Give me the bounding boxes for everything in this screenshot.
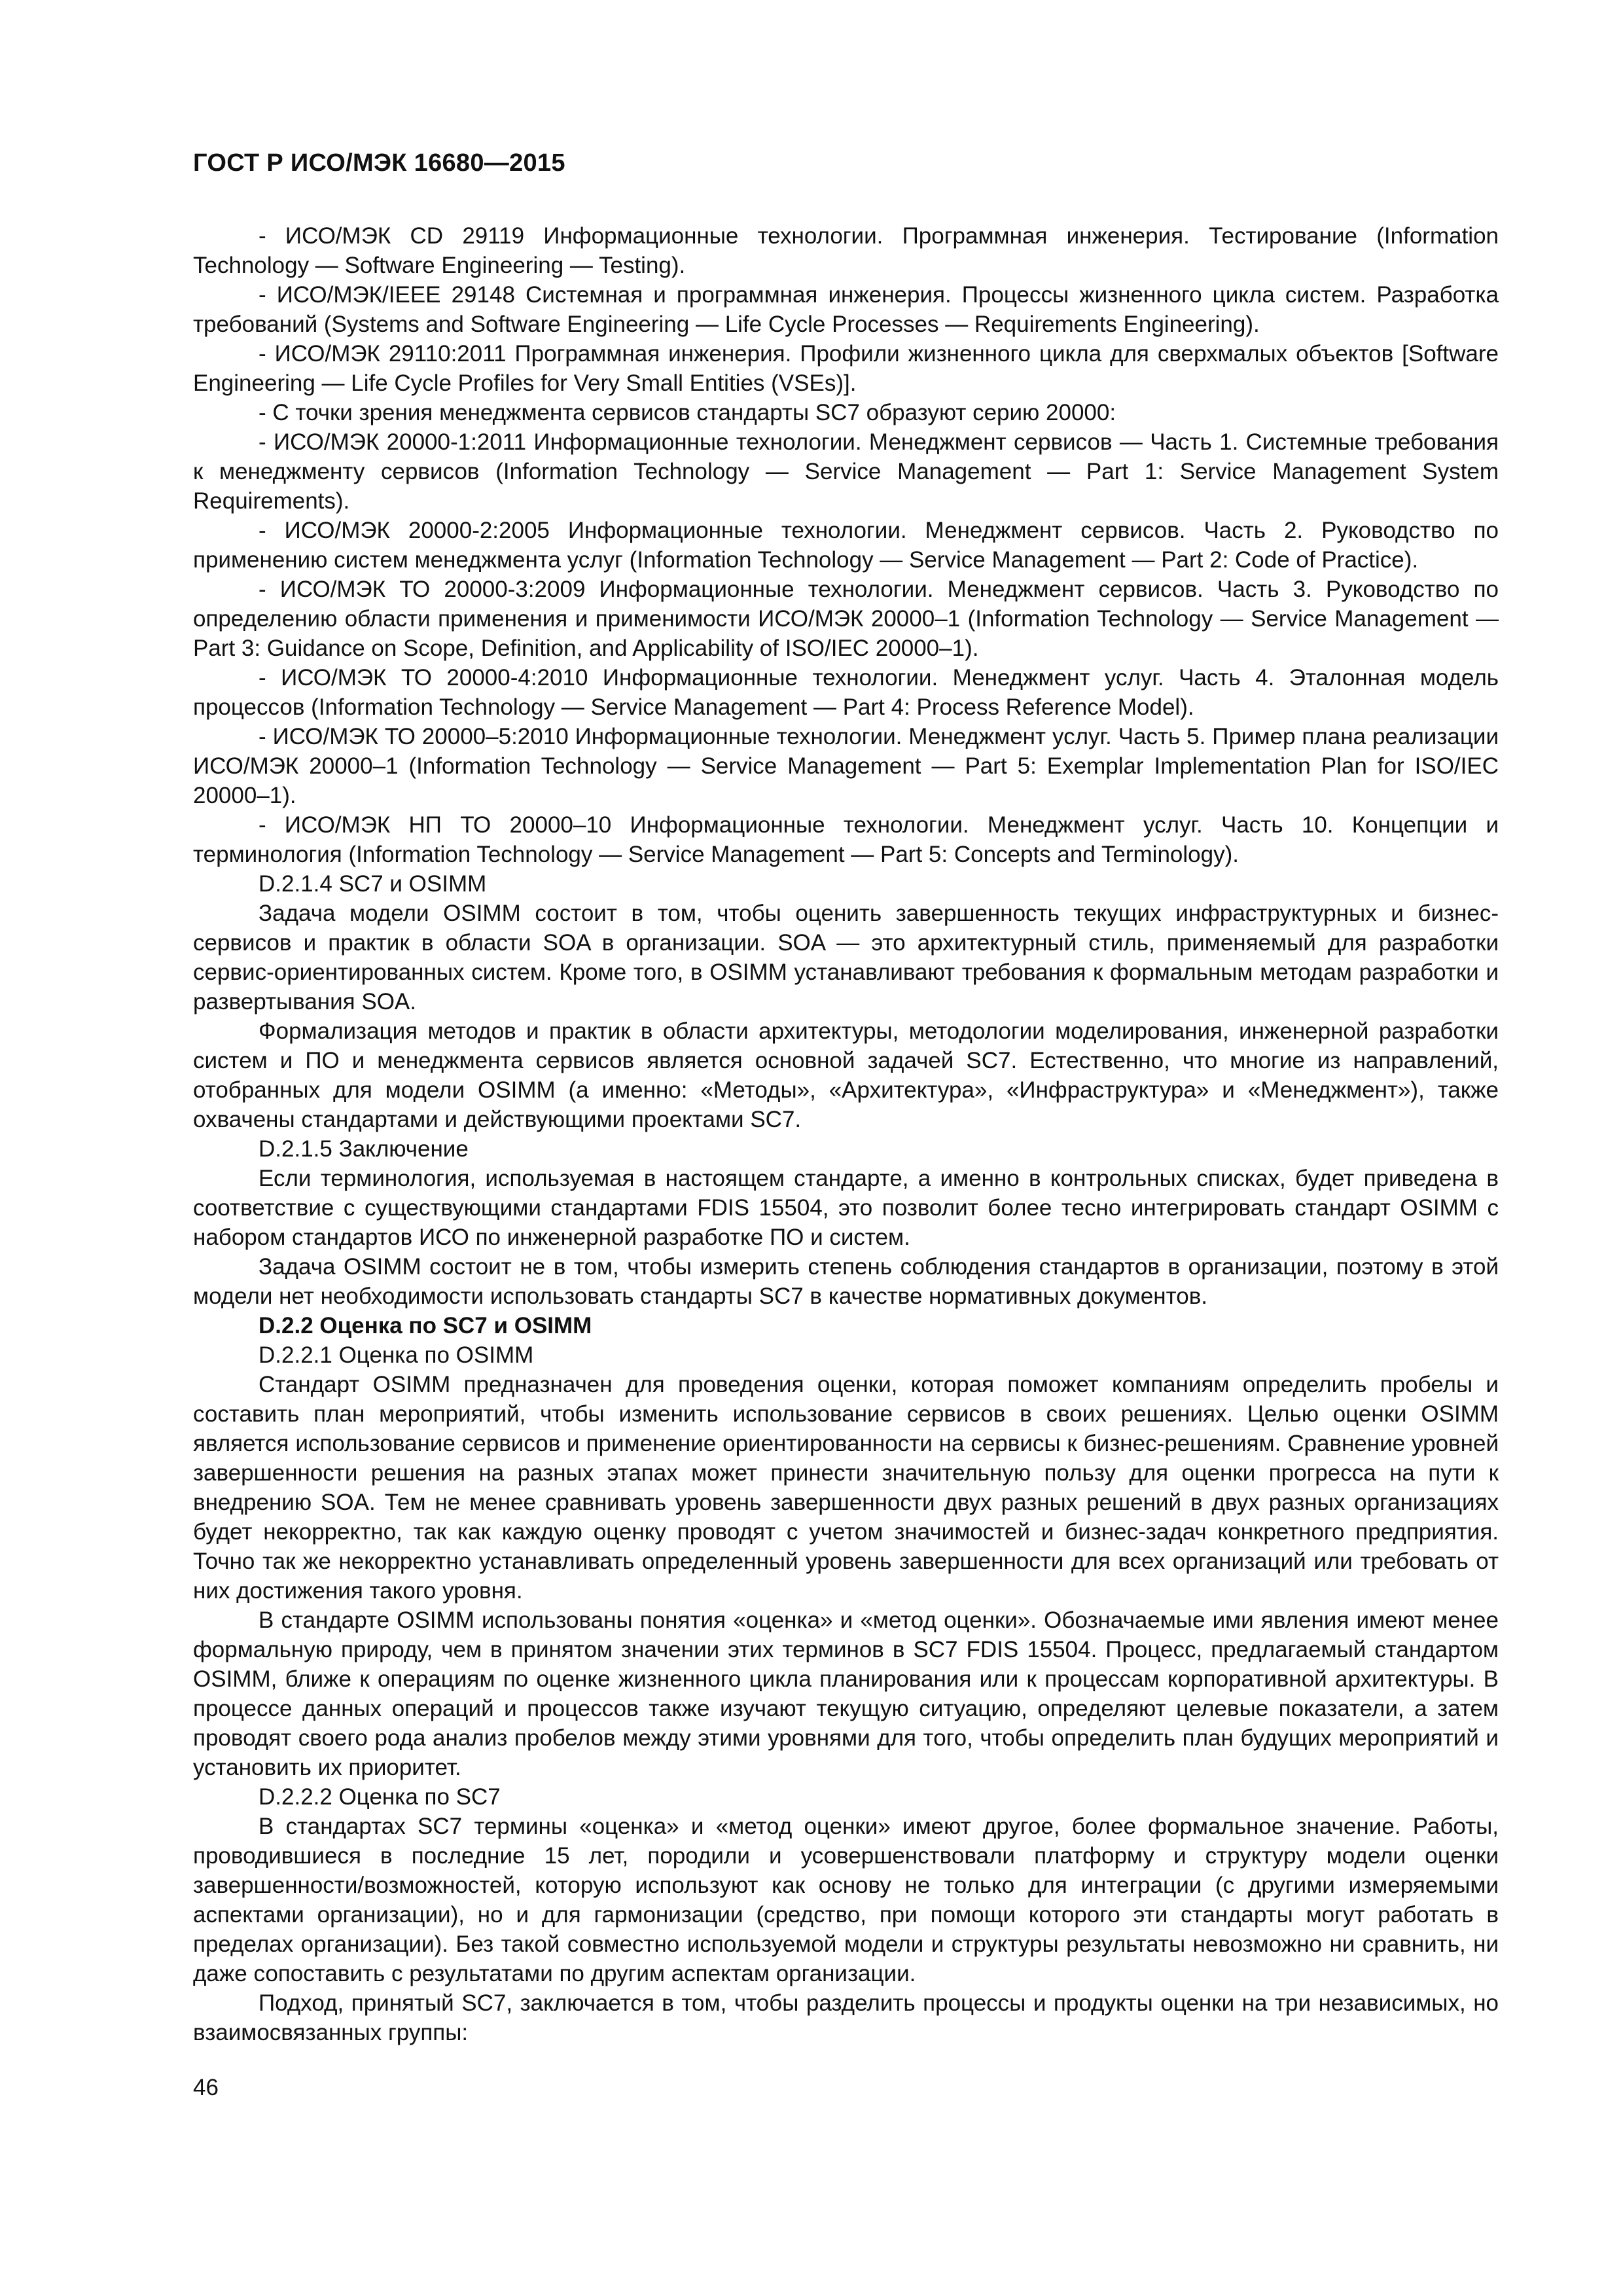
document-header-title: ГОСТ Р ИСО/МЭК 16680—2015 [193,149,565,177]
paragraph-8: - ИСО/МЭК ТО 20000-4:2010 Информационные технологии. Менеджмент услуг. Часть 4. Эталонная модель процессов (Information Technology — Service Management — Part 4: Process Reference Model). [193,665,1499,720]
paragraph-11: Задача модели OSIMM состоит в том, чтобы оценить завершенность текущих инфраструктурных и бизнес-сервисов и практик в области SOA в организации. SOA — это архитектурный стиль, применяемый для разработки сервис-ориентированных систем. Кроме того, в OSIMM устанавливают требования к формальным методам разработки и развертывания SOA. [193,901,1499,1014]
paragraph-6: - ИСО/МЭК 20000-2:2005 Информационные технологии. Менеджмент сервисов. Часть 2. Руководство по применению систем менеджмента услуг (Information Technology — Service Management — Part 2: Code of Practice). [193,518,1499,573]
paragraph-10: - ИСО/МЭК НП ТО 20000–10 Информационные технологии. Менеджмент услуг. Часть 10. Концепции и терминология (Information Technology — Service Management — Part 5: Concepts and Terminology). [193,812,1499,867]
paragraph-14: Задача OSIMM состоит не в том, чтобы измерить степень соблюдения стандартов в организации, поэтому в этой модели нет необходимости использовать стандарты SC7 в качестве нормативных документов. [193,1254,1499,1309]
paragraph-17: В стандартах SC7 термины «оценка» и «метод оценки» имеют другое, более формальное значение. Работы, проводившиеся в последние 15 лет, породили и усовершенствовали платформу и структуру модели оценки завершенности/возможностей, которую используют как основу не только для интеграции (с другими измеряемыми аспектами организации), но и для гармонизации (средство, при помощи которого эти стандарты могут работать в пределах организации). Без такой совместно используемой модели и структуры результаты невозможно ни сравнить, ни даже сопоставить с результатами по другим аспектам организации. [193,1814,1499,1986]
page-number: 46 [193,2075,219,2100]
section-heading-d2-2-1: D.2.2.1 Оценка по OSIMM [259,1342,534,1368]
paragraph-9: - ИСО/МЭК ТО 20000–5:2010 Информационные технологии. Менеджмент услуг. Часть 5. Пример плана реализации ИСО/МЭК 20000–1 (Information Technology — Service Management — Part 5: Exemplar Implementation Plan for ISO/IEC 20000–1). [193,724,1499,808]
paragraph-16: В стандарте OSIMM использованы понятия «оценка» и «метод оценки». Обозначаемые ими явления имеют менее формальную природу, чем в принятом значении этих терминов в SC7 FDIS 15504. Процесс, предлагаемый стандартом OSIMM, ближе к операциям по оценке жизненного цикла планирования или к процессам корпоративной архитектуры. В процессе данных операций и процессов также изучают текущую ситуацию, определяют целевые показатели, а затем проводят своего рода анализ пробелов между этими уровнями для того, чтобы определить план будущих мероприятий и установить их приоритет. [193,1607,1499,1780]
paragraph-3: - ИСО/МЭК 29110:2011 Программная инженерия. Профили жизненного цикла для сверхмалых объектов [Software Engineering — Life Cycle Profiles for Very Small Entities (VSEs)]. [193,341,1499,396]
paragraph-7: - ИСО/МЭК ТО 20000-3:2009 Информационные технологии. Менеджмент сервисов. Часть 3. Руководство по определению области применения и применимости ИСО/МЭК 20000–1 (Information Technology — Service Management — Part 3: Guidance on Scope, Definition, and Applicability of ISO/IEC 20000–1). [193,577,1499,661]
section-heading-d2-1-5: D.2.1.5 Заключение [259,1136,469,1162]
section-heading-d2-1-4: D.2.1.4 SC7 и OSIMM [259,871,487,897]
document-body [193,221,1499,2047]
section-heading-d2-2: D.2.2 Оценка по SC7 и OSIMM [259,1313,592,1338]
paragraph-2: - ИСО/МЭК/IEEE 29148 Системная и программная инженерия. Процессы жизненного цикла систем. Разработка требований (Systems and Software Engineering — Life Cycle Processes — Requirements Engineering). [193,282,1499,337]
paragraph-13: Если терминология, используемая в настоящем стандарте, а именно в контрольных списках, будет приведена в соответствие с существующими стандартами FDIS 15504, это позволит более тесно интегрировать стандарт OSIMM с набором стандартов ИСО по инженерной разработке ПО и систем. [193,1166,1499,1250]
paragraph-12: Формализация методов и практик в области архитектуры, методологии моделирования, инженерной разработки систем и ПО и менеджмента сервисов является основной задачей SC7. Естественно, что многие из направлений, отобранных для модели OSIMM (а именно: «Методы», «Архитектура», «Инфраструктура» и «Менеджмент»), также охвачены стандартами и действующими проектами SC7. [193,1018,1499,1132]
paragraph-18: Подход, принятый SC7, заключается в том, чтобы разделить процессы и продукты оценки на три независимых, но взаимосвязанных группы: [193,1990,1499,2045]
paragraph-15: Стандарт OSIMM предназначен для проведения оценки, которая поможет компаниям определить пробелы и составить план мероприятий, чтобы изменить использование сервисов в своих решениях. Целью оценки OSIMM является использование сервисов и применение ориентированности на сервисы к бизнес-решениям. Сравнение уровней завершенности решения на разных этапах может принести значительную пользу для оценки прогресса на пути к внедрению SOA. Тем не менее сравнивать уровень завершенности двух разных решений в двух разных организациях будет некорректно, так как каждую оценку проводят с учетом значимостей и бизнес-задач конкретного предприятия. Точно так же некорректно устанавливать определенный уровень завершенности для всех организаций или требовать от них достижения такого уровня. [193,1372,1499,1604]
paragraph-4: - С точки зрения менеджмента сервисов стандарты SC7 образуют серию 20000: [259,400,1116,425]
section-heading-d2-2-2: D.2.2.2 Оценка по SC7 [259,1784,501,1810]
paragraph-1: - ИСО/МЭК CD 29119 Информационные технологии. Программная инженерия. Тестирование (Information Technology — Software Engineering — Testing). [193,223,1499,278]
paragraph-5: - ИСО/МЭК 20000-1:2011 Информационные технологии. Менеджмент сервисов — Часть 1. Системные требования к менеджменту сервисов (Information Technology — Service Management — Part 1: Service Management System Requirements). [193,429,1499,514]
